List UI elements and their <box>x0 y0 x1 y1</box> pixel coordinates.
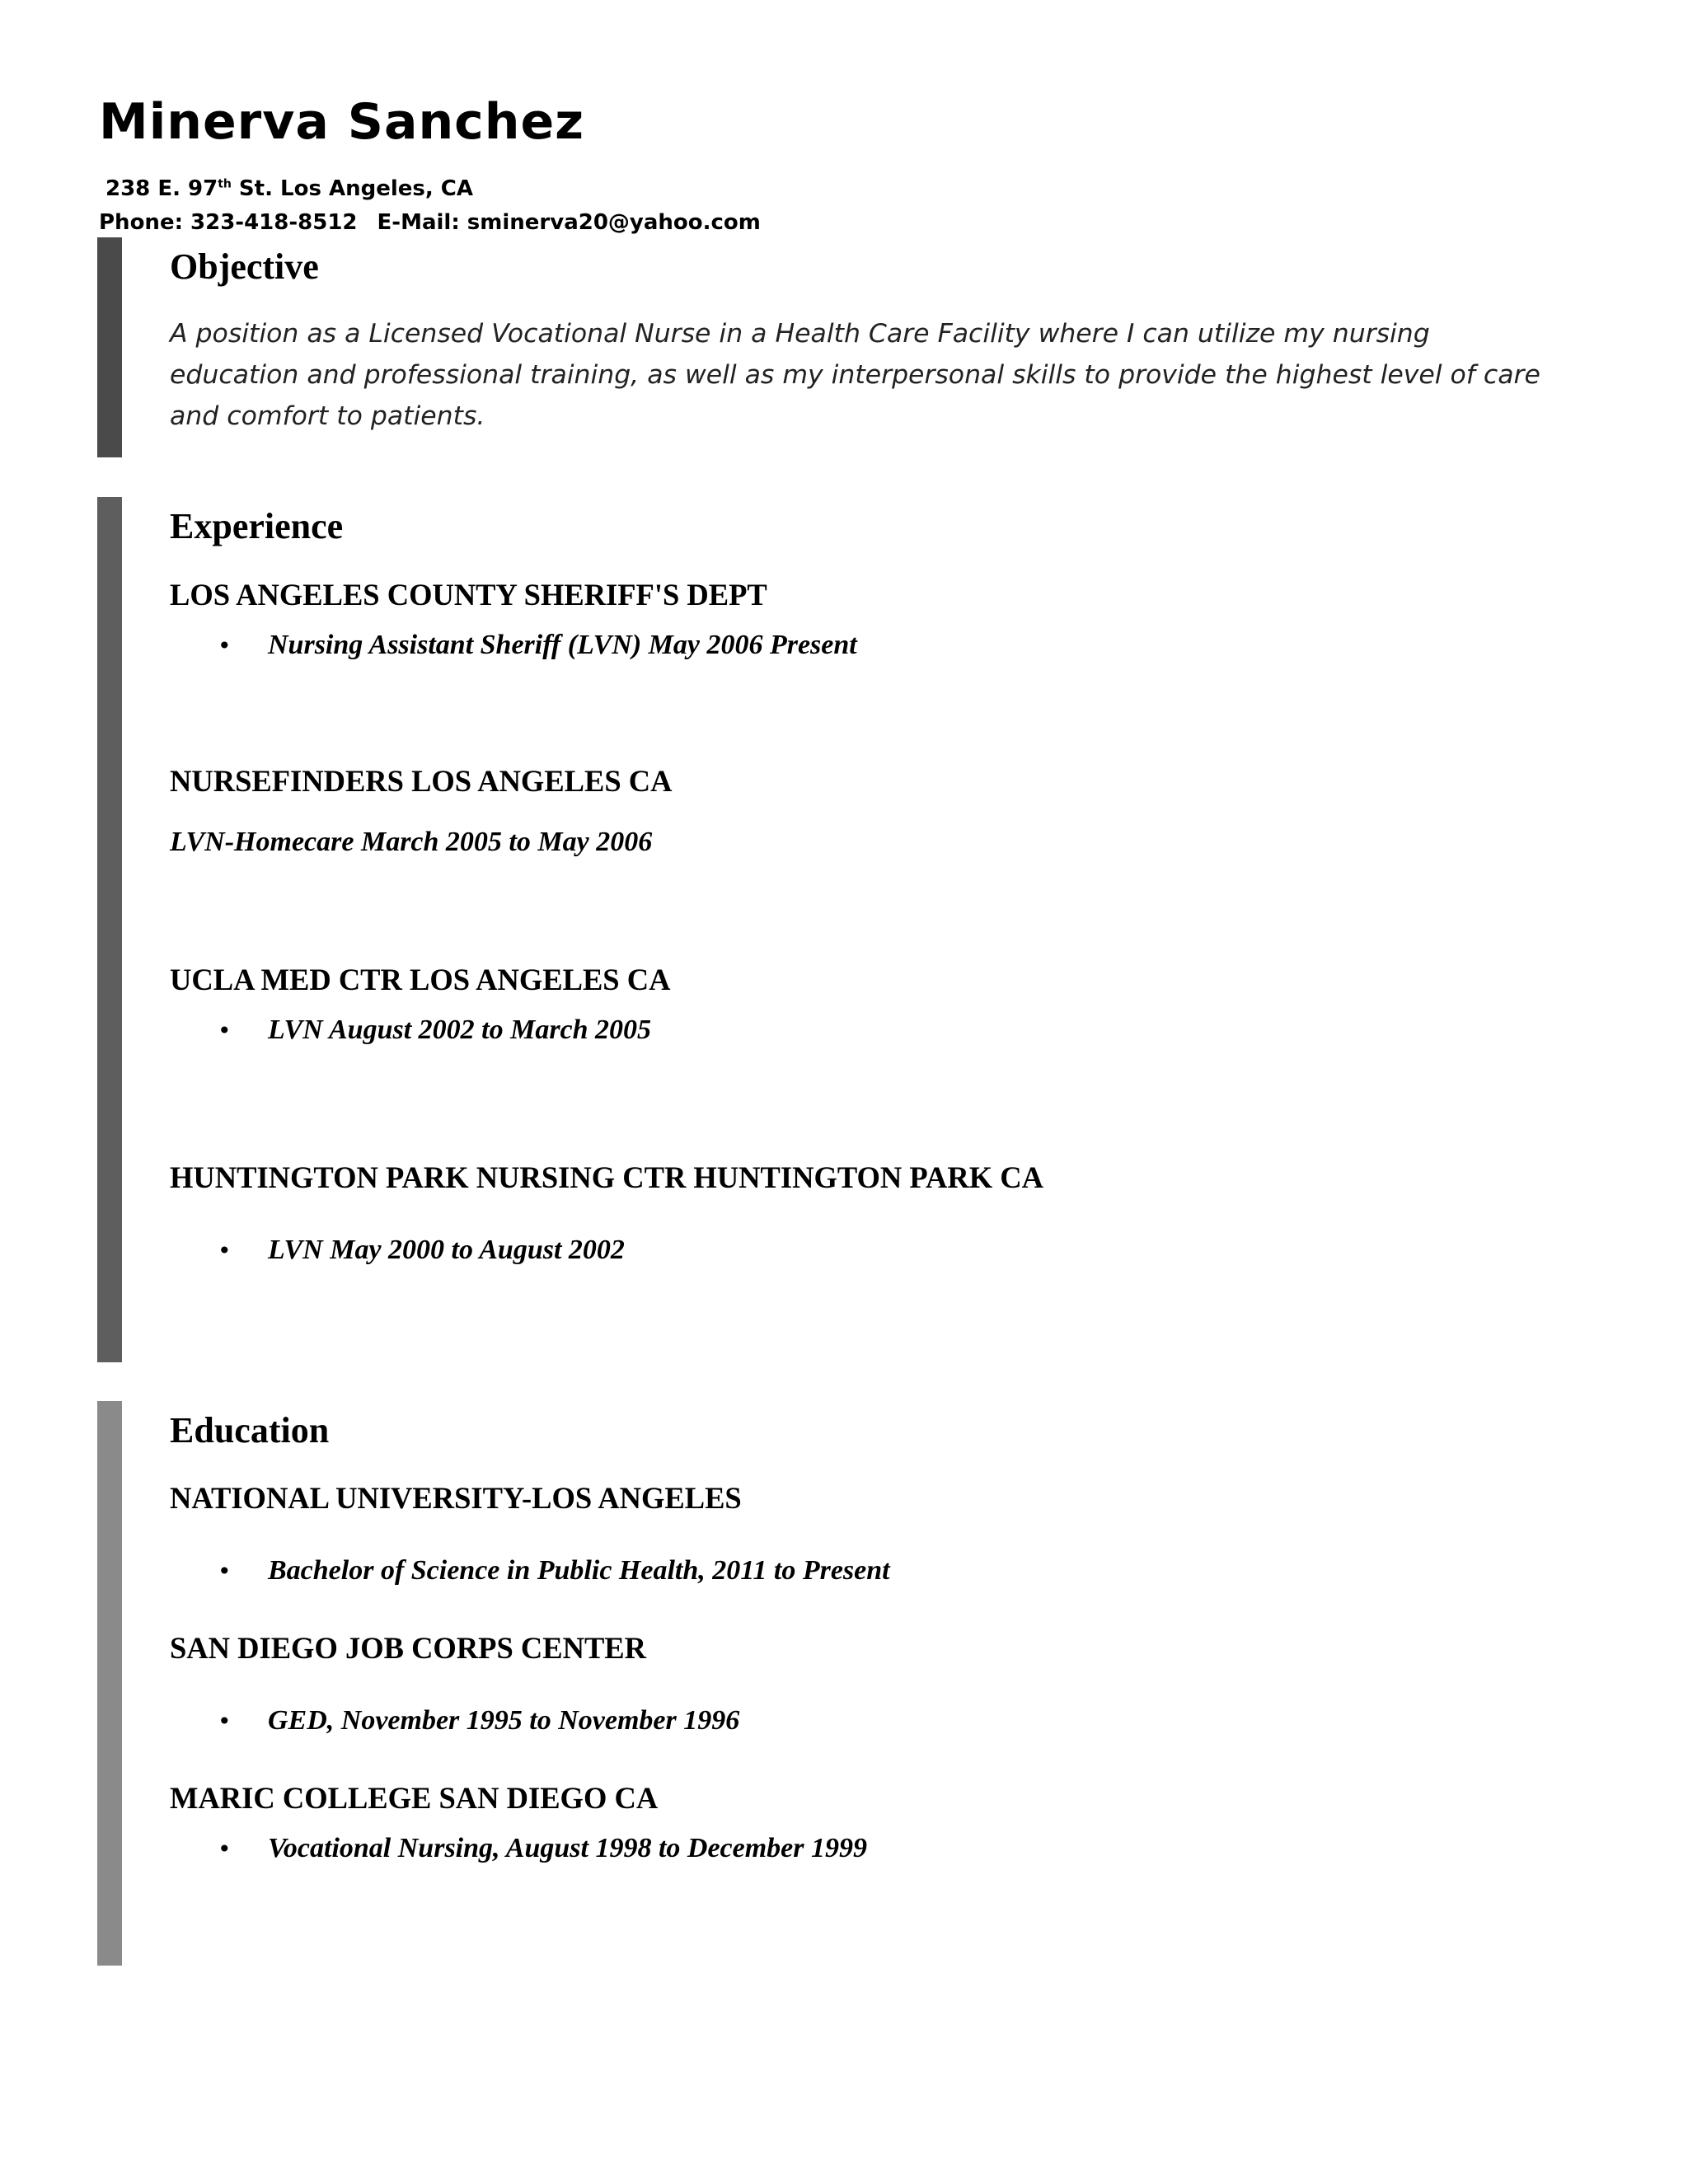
school-detail: Bachelor of Science in Public Health, 2011 to Present <box>268 1555 890 1586</box>
contact-line <box>99 212 761 233</box>
objective-section-bar <box>97 237 122 457</box>
address-line <box>106 178 473 199</box>
email-address: sminerva20@yahoo.com <box>467 210 761 235</box>
school-detail: Vocational Nursing, August 1998 to December 1999 <box>268 1833 867 1863</box>
address-city: St. Los Angeles, CA <box>231 176 473 201</box>
education-heading: Education <box>170 1410 330 1451</box>
bullet-icon: • <box>218 1017 232 1044</box>
job-role: LVN-Homecare March 2005 to May 2006 <box>170 827 653 857</box>
job-employer: HUNTINGTON PARK NURSING CTR HUNTINGTON PARK CA <box>170 1160 1043 1194</box>
education-section-bar <box>97 1401 122 1966</box>
job-employer: UCLA MED CTR LOS ANGELES CA <box>170 963 671 996</box>
address-ordinal-suffix: th <box>218 177 232 191</box>
school-name: MARIC COLLEGE SAN DIEGO CA <box>170 1781 659 1815</box>
bullet-icon: • <box>218 1835 232 1863</box>
job-role: Nursing Assistant Sheriff (LVN) May 2006 Present <box>268 630 857 660</box>
job-role: LVN May 2000 to August 2002 <box>268 1235 625 1265</box>
objective-heading: Objective <box>170 246 319 287</box>
phone-number: 323-418-8512 <box>190 210 358 235</box>
experience-heading: Experience <box>170 506 344 546</box>
bullet-icon: • <box>218 1237 232 1264</box>
bullet-icon: • <box>218 1558 232 1585</box>
job-employer: LOS ANGELES COUNTY SHERIFF'S DEPT <box>170 578 767 612</box>
address-street: 238 E. 97 <box>106 176 218 201</box>
objective-text: A position as a Licensed Vocational Nurse in a Health Care Facility where I can utilize my nursing education and professional training, as well as my interpersonal skills to provide the highest level of care and comfort to patients. <box>170 319 1540 431</box>
experience-section-bar <box>97 497 122 1362</box>
school-detail: GED, November 1995 to November 1996 <box>268 1705 740 1736</box>
resume-name: Minerva Sanchez <box>99 93 585 151</box>
school-name: NATIONAL UNIVERSITY-LOS ANGELES <box>170 1481 742 1515</box>
school-name: SAN DIEGO JOB CORPS CENTER <box>170 1631 647 1665</box>
job-role: LVN August 2002 to March 2005 <box>268 1015 652 1045</box>
bullet-icon: • <box>218 1708 232 1735</box>
email-label: E-Mail: <box>377 210 460 235</box>
job-employer: NURSEFINDERS LOS ANGELES CA <box>170 764 673 798</box>
phone-label: Phone: <box>99 210 183 235</box>
bullet-icon: • <box>218 632 232 659</box>
